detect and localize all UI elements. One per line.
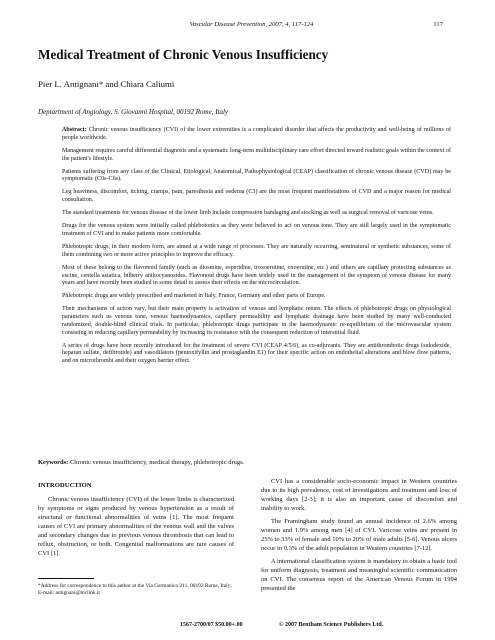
body-paragraph: Chronic venous insufficiency (CVI) of the lower limbs is characterized by symptoms or signs produced by venous hypertension as a result of structural or functional abnormalities of veins [1]. The most frequent causes of CVI are primary abnormalities of the venous wall and the valves and secondary changes due to previous venous thrombosis that can lead to reflux, obstruction, or both. Congenital malformations are rare causes of CVI [1]. [38, 496, 234, 557]
footnote-rule [38, 578, 94, 579]
journal-citation: Vascular Disease Prevention, 2007, 4, 117-124 [189, 21, 314, 28]
section-heading: INTRODUCTION [38, 482, 92, 489]
affiliation: Deptartment of Angiology, S. Giovanni Hospital, 00192 Rome, Italy [38, 108, 229, 116]
keywords-text: Chronic venous insufficiency, medical therapy, phlebotropic drugs. [69, 459, 245, 466]
body-paragraph: CVI has a considerable socio-economic impact in Western countries due to its high prevalence, cost of investigations and treatment and loss of working days [2-3]; it is also an important cause of discomfort and inability to work. [261, 478, 457, 512]
abstract-paragraph: Phlebotropic drugs, in their modern form, are aimed at a wide range of processes. They are naturally occurring, seminatural or synthetic substances, some of them combining two or more active principles to improve the efficacy. [62, 244, 451, 258]
abstract [62, 127, 451, 371]
abstract-paragraph: Management requires careful differential diagnosis and a systematic long-term multidisciplinary care effort directed toward realistic goals within the context of the patient's lifestyle. [62, 147, 451, 162]
abstract-label: Abstract: [62, 127, 87, 133]
copyright: © 2007 Bentham Science Publishers Ltd. [279, 622, 384, 628]
abstract-paragraph: Patients suffering from any class of the Clinical, Etiological, Anatomical, Pathophysiological (CEAP) classification of chronic venous disease (CVD) may be symptomatic (C0s-C6s). [62, 168, 451, 183]
body-paragraph: A international classification system is mandatory to obtain a basic tool for uniform diagnosis, treatment and meaningful scientific communication on CVI. The consensus report of the American Venous Forum in 1994 presented the [261, 558, 457, 592]
right-column [261, 477, 457, 597]
article-title: Medical Treatment of Chronic Venous Insufficiency [38, 47, 329, 62]
keywords [38, 459, 456, 466]
abstract-paragraph: The standard treatments for venous disease of the lower limb include compression bandaging and stocking as well as surgical removal of varicose veins. [62, 210, 434, 217]
keywords-label: Keywords: [38, 459, 69, 466]
abstract-paragraph: Drugs for the venous system were initially called phlebotonics as they were believed to act on venous tone. They are still largely used in the symptomatic treatment of CVI and to make patients more comfortable. [62, 223, 451, 237]
abstract-paragraph: Abstract: Chronic venous insufficiency (CVI) of the lower extremities is a complicated disorder that affects the productivity and well-being of millions of people worldwide. [62, 127, 452, 141]
left-column [38, 481, 234, 562]
correspondence-footnote: *Address for correspondence to this author at the Via Germanico 211, 00192 Rome, Italy; E-mail: antignani@mclink.it [38, 583, 232, 596]
running-header [60, 21, 443, 31]
author-list: Pier L. Antignani* and Chiara Caliumi [38, 79, 175, 89]
abstract-paragraph: Their mechanisms of action vary, but their main property is activation of venous and lymphatic return. The effects of phlebotropic drugs on physiological parameters such us venous tone, venous haemodynamics, capillary permeability and lymphatic drainage have been studied by many well-conducted randomized, double-blind clinical trials. In particular, phlebotropic drugs participate in the haemodynamic re-equilibrium of the microvascular system consisting in reducing capillary permeability by increasing its resistance with the consequent reduction of interstitial fluid. [62, 306, 451, 336]
abstract-paragraph: A series of drugs have been recently introduced for the treatment of severe CVI (CEAP 4/5/6), as co-adjuvants. They are antithrombotic drugs (sulodexide, heparan sulfate, defibrotide) and vasodilators (pentoxifyllin and prostaglandin E1) for their specific action on endothelial alterations and blow flow patterns, and on microthrombi and their oxygen barrier effect. [62, 342, 451, 365]
page-number: 117 [433, 21, 443, 28]
body-paragraph: The Framingham study found an annual incidence of 2.6% among women and 1.9% among men [4] of CVI. Varicose veins are present in 25% to 33% of female and 10% to 20% of male adults [5-6]. Venous ulcers occur in 0.3% of the adult population in Western countries [7-12]. [261, 518, 457, 552]
abstract-paragraph: Most of these belong to the flavonoid family (such as diosmine, esperidine, troxoerutine, oxoerutine, etc.) and others are capillary protecting substances as escine, centella asiatica, bilberry anthocyanosides. Flavonoid drugs have been widely used in the management of the symptom of venous disease for many years and have recently been studied in some detail to assess their effects on the microcirculation. [62, 264, 451, 287]
abstract-paragraph: Phlebotropic drugs are widely prescribed and marketed in Italy, France, Germany and other parts of Europe. [62, 293, 326, 300]
issn-price: 1567-2700/07 $50.00+.00 [180, 622, 243, 628]
abstract-paragraph: Leg heaviness, discomfort, itching, cramps, pain, paresthesia and oedema (C3) are the most frequent manifestations of CVD and a major reason for medical consultation. [62, 189, 451, 204]
